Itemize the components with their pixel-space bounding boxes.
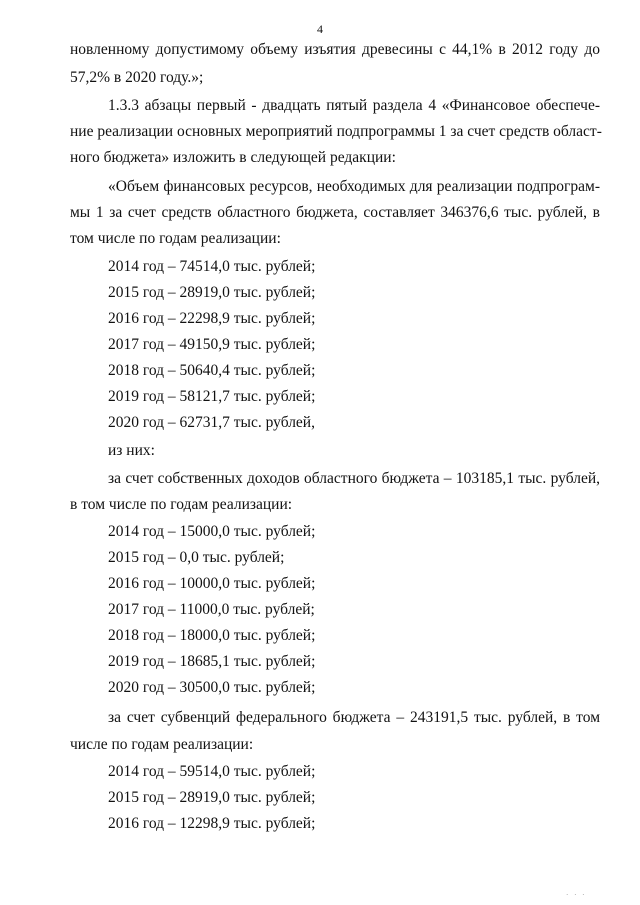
- list-item: 2018 год – 50640,4 тыс. рублей;: [108, 362, 316, 379]
- text-line: числе по годам реализации:: [70, 736, 254, 753]
- list-item: 2016 год – 10000,0 тыс. рублей;: [108, 575, 316, 592]
- list-item: 2017 год – 49150,9 тыс. рублей;: [108, 336, 316, 353]
- page-number: 4: [317, 22, 323, 36]
- list-item: 2016 год – 12298,9 тыс. рублей;: [108, 815, 316, 832]
- list-item: 2014 год – 59514,0 тыс. рублей;: [108, 763, 316, 780]
- text-line: том числе по годам реализации:: [70, 230, 281, 247]
- list-item: 2016 год – 22298,9 тыс. рублей;: [108, 310, 316, 327]
- list-item: 2014 год – 15000,0 тыс. рублей;: [108, 523, 316, 540]
- text-line: ние реализации основных мероприятий подпрограммы 1 за счет средств област-: [70, 123, 602, 140]
- text-line: за счет собственных доходов областного бюджета – 103185,1 тыс. рублей,: [108, 470, 600, 487]
- text-line: из них:: [108, 442, 155, 459]
- text-line: 1.3.3 абзацы первый - двадцать пятый раздела 4 «Финансовое обеспече-: [108, 97, 600, 114]
- text-line: ного бюджета» изложить в следующей редакции:: [70, 149, 396, 166]
- list-item: 2015 год – 28919,0 тыс. рублей;: [108, 284, 316, 301]
- list-item: 2018 год – 18000,0 тыс. рублей;: [108, 627, 316, 644]
- text-line: новленному допустимому объему изъятия древесины с 44,1% в 2012 году до: [70, 41, 600, 58]
- text-line: в том числе по годам реализации:: [70, 496, 293, 513]
- list-item: 2019 год – 18685,1 тыс. рублей;: [108, 653, 316, 670]
- scan-mark: · · ·: [566, 891, 587, 899]
- list-item: 2015 год – 28919,0 тыс. рублей;: [108, 789, 316, 806]
- text-line: 57,2% в 2020 году.»;: [70, 69, 204, 86]
- text-line: мы 1 за счет средств областного бюджета, составляет 346376,6 тыс. рублей, в: [70, 204, 600, 221]
- text-line: «Объем финансовых ресурсов, необходимых для реализации подпрограм-: [108, 178, 600, 195]
- list-item: 2020 год – 62731,7 тыс. рублей,: [108, 414, 315, 431]
- list-item: 2017 год – 11000,0 тыс. рублей;: [108, 601, 315, 618]
- list-item: 2014 год – 74514,0 тыс. рублей;: [108, 258, 316, 275]
- list-item: 2020 год – 30500,0 тыс. рублей;: [108, 679, 316, 696]
- list-item: 2019 год – 58121,7 тыс. рублей;: [108, 388, 316, 405]
- text-line: за счет субвенций федерального бюджета – 243191,5 тыс. рублей, в том: [108, 709, 600, 726]
- list-item: 2015 год – 0,0 тыс. рублей;: [108, 549, 285, 566]
